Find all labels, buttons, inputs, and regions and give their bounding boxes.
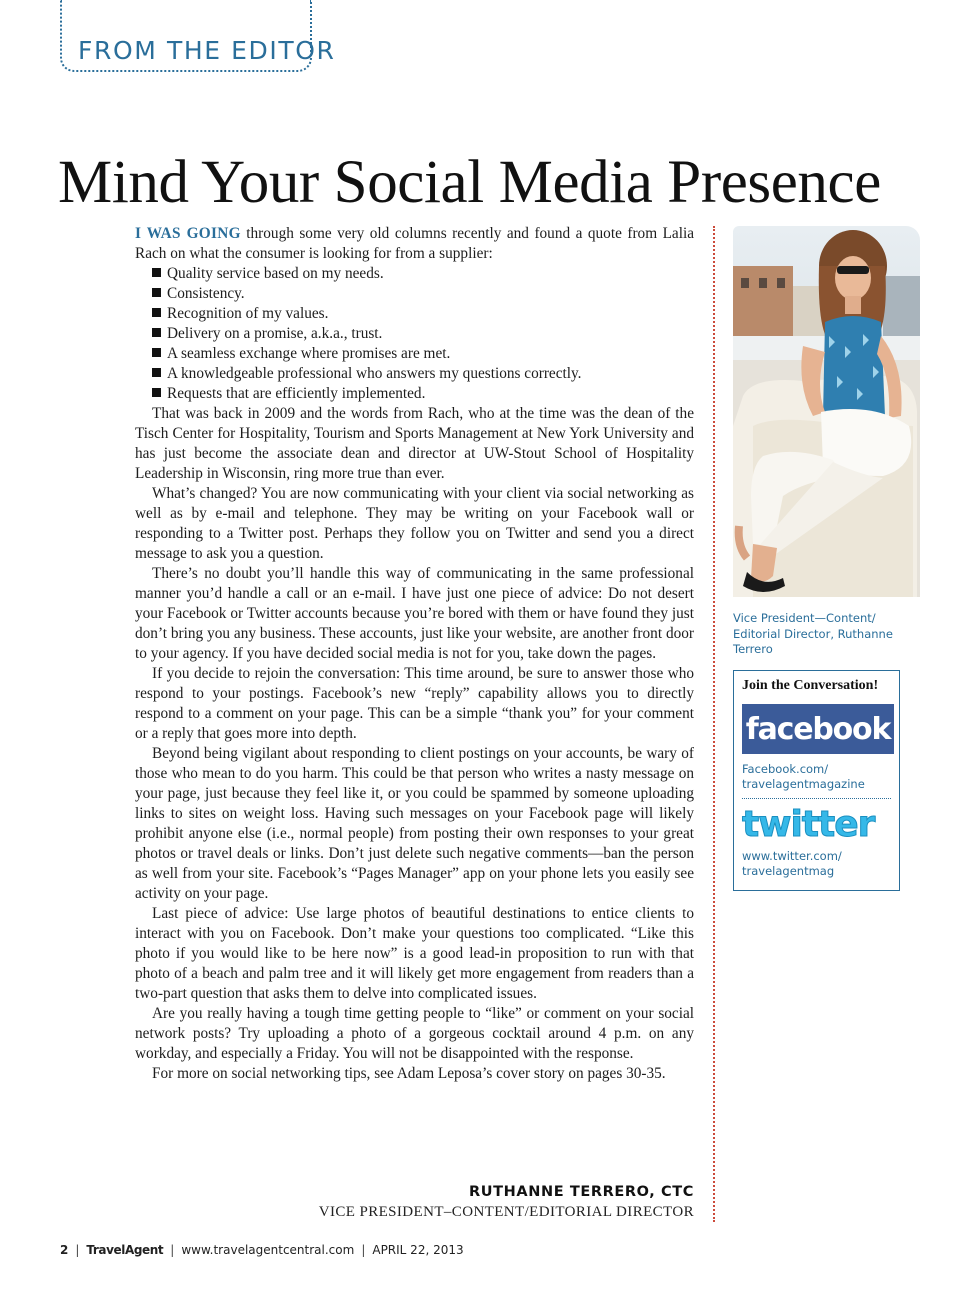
join-conversation-box [733, 670, 900, 891]
requirements-list [135, 264, 694, 404]
twitter-logo: twitter [742, 804, 875, 845]
footer-separator: | [75, 1243, 80, 1257]
square-bullet-icon [152, 328, 161, 337]
article-paragraph: Beyond being vigilant about responding to client postings on your accounts, be wary of those who mean to do you harm. This could be that person who writes a nasty message on your page, just because they feel like it, or you could be spammed by someone uploading links to sites on weight loss. Having such messages on your Facebook page will likely prohibit anyone else (i.e., normal people) from posting their own responses to your great photos or travel deals or links. Don’t just delete such negative comments—ban the person as well from your site. Facebook’s “Pages Manager” app on your phone lets you easily see activity on your page. [135, 745, 694, 902]
article-intro [135, 224, 694, 264]
join-title: Join the Conversation! [742, 678, 879, 693]
section-tab [60, 0, 336, 72]
intro-text: through some very old columns recently and found a quote from Lalia Rach on what the consumer is looking for from a supplier: [135, 225, 694, 262]
facebook-logo: facebook [742, 704, 894, 754]
footer-separator: | [361, 1243, 366, 1257]
article-paragraph: Are you really having a tough time getting people to “like” or comment on your social network posts? Try uploading a photo of a gorgeous cocktail around 4 p.m. on any workday, and especially a Friday. You will not be disappointed with the response. [135, 1005, 694, 1062]
list-item [152, 264, 694, 284]
article-body [135, 224, 694, 1084]
article-paragraph: What’s changed? You are now communicating with your client via social networking as well as by e-mail and telephone. They may be writing on your Facebook wall or responding to a Twitter post. Perhaps they follow you on Twitter and send you a direct message to ask you a question. [135, 485, 694, 562]
list-item-text: Recognition of my values. [167, 305, 329, 322]
lead-in: I WAS GOING [135, 225, 241, 242]
magazine-name: TravelAgent [86, 1243, 164, 1257]
column-divider [713, 226, 715, 1222]
list-item [152, 324, 694, 344]
article-headline: Mind Your Social Media Presence [58, 149, 881, 216]
section-label: FROM THE EDITOR [78, 36, 336, 65]
author-photo [733, 226, 920, 597]
list-item [152, 304, 694, 324]
list-item-text: Consistency. [167, 285, 245, 302]
article-paragraph: That was back in 2009 and the words from Rach, who at the time was the dean of the Tisch Center for Hospitality, Tourism and Sports Management at New York University and has just become the associate dean and director at UW-Stout School of Hospitality Leadership in Wisconsin, ring more true than ever. [135, 405, 694, 482]
signature-block [319, 1184, 694, 1221]
page-footer [60, 1243, 464, 1257]
photo-caption: Vice President—Content/ Editorial Director, Ruthanne Terrero [733, 611, 893, 656]
square-bullet-icon [152, 288, 161, 297]
footer-separator: | [170, 1243, 175, 1257]
article-paragraph: If you decide to rejoin the conversation: This time around, be sure to answer those who respond to your postings. Facebook’s new “reply” capability allows you to directly respond to a comment on your page. This can be a simple “thank you” for your comment or a reply that goes more into depth. [135, 665, 694, 742]
twitter-link[interactable]: www.twitter.com/ travelagentmag [742, 849, 842, 878]
article-paragraph: There’s no doubt you’ll handle this way of communicating in the same professional manner you’d handle a call or an e-mail. I have just one piece of advice: Do not desert your Facebook or Twitter accounts because you’re bored with them or have found they just don’t bring you any business. These accounts, just like your website, are another front door to your agency. If you have decided social media is not for you, take down the pages. [135, 565, 694, 662]
article-paragraph: For more on social networking tips, see Adam Leposa’s cover story on pages 30-35. [152, 1065, 666, 1082]
square-bullet-icon [152, 388, 161, 397]
square-bullet-icon [152, 368, 161, 377]
square-bullet-icon [152, 348, 161, 357]
list-item-text: Requests that are efficiently implemented. [167, 385, 426, 402]
website-url[interactable]: www.travelagentcentral.com [181, 1243, 355, 1257]
list-item-text: Delivery on a promise, a.k.a., trust. [167, 325, 383, 342]
list-item-text: Quality service based on my needs. [167, 265, 384, 282]
list-item-text: A knowledgeable professional who answers my questions correctly. [167, 365, 582, 382]
list-item [152, 384, 694, 404]
square-bullet-icon [152, 308, 161, 317]
list-item [152, 344, 694, 364]
article-paragraph: Last piece of advice: Use large photos of beautiful destinations to entice clients to interact with you on Facebook. Don’t make your questions too complicated. “Like this photo if you would like to be here now” is a good lead-in proposition to run with that photo of a beach and palm tree and it will likely get more engagement from readers than a two-part question that asks them to delve into complicated issues. [135, 905, 694, 1002]
page-number: 2 [60, 1243, 69, 1257]
list-item-text: A seamless exchange where promises are met. [167, 345, 451, 362]
author-title: VICE PRESIDENT–CONTENT/EDITORIAL DIRECTOR [318, 1204, 694, 1220]
author-name: RUTHANNE TERRERO, CTC [469, 1184, 694, 1200]
square-bullet-icon [152, 268, 161, 277]
list-item [152, 364, 694, 384]
list-item [152, 284, 694, 304]
facebook-link[interactable]: Facebook.com/ travelagentmagazine [742, 762, 891, 799]
issue-date: APRIL 22, 2013 [372, 1243, 464, 1257]
